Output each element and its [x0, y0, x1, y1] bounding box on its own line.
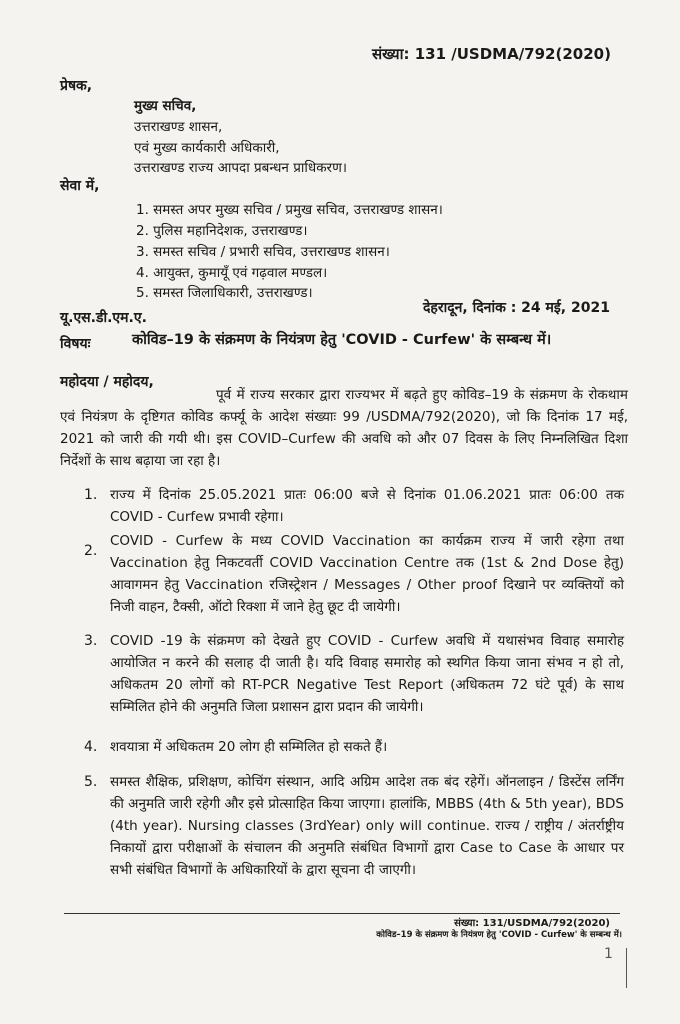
recipient-item: 5. समस्त जिलाधिकारी, उत्तराखण्ड।	[136, 285, 313, 301]
point-number: 1.	[84, 487, 98, 503]
point-text: राज्य में दिनांक 25.05.2021 प्रातः 06:00 बजे से दिनांक 01.06.2021 प्रातः 06:00 तक COVID - Curfew प्रभावी रहेगा।	[110, 487, 624, 525]
point-text: COVID - Curfew के मध्य COVID Vaccination का कार्यक्रम राज्य में जारी रहेगा तथा Vaccination हेतु निकटवर्ती COVID Vaccination Centre तक (1st & 2nd Dose हेतु) आवागमन हेतु Vaccination रजिस्ट्रेशन / Messages / Other proof दिखाने पर व्यक्तियों को निजी वाहन, टैक्सी, ऑटो रिक्शा में जाने हेतु छूट दी जायेगी।	[110, 533, 624, 615]
office-code: यू.एस.डी.एम.ए.	[60, 310, 147, 326]
recipient-item: 1. समस्त अपर मुख्य सचिव / प्रमुख सचिव, उत्तराखण्ड शासन।	[136, 202, 443, 218]
point-number: 4.	[84, 739, 98, 755]
footer-subject: कोविड–19 के संक्रमण के नियंत्रण हेतु 'COVID - Curfew' के सम्बन्ध में।	[376, 930, 622, 940]
subject-text: कोविड–19 के संक्रमण के नियंत्रण हेतु 'COVID - Curfew' के सम्बन्ध में।	[132, 332, 552, 348]
recipient-item: 3. समस्त सचिव / प्रभारी सचिव, उत्तराखण्ड शासन।	[136, 244, 390, 260]
point-text: समस्त शैक्षिक, प्रशिक्षण, कोचिंग संस्थान, आदि अग्रिम आदेश तक बंद रहेगें। ऑनलाइन / डिस्टेंस लर्निंग की अनुमति जारी रहेगी और इसे प्रोत्साहित किया जाएगा। हालांकि, MBBS (4th & 5th year), BDS (4th year). Nursing classes (3rdYear) only will continue. राज्य / राष्ट्रीय / अंतर्राष्ट्रीय निकायों द्वारा परीक्षाओं के संचालन की अनुमति संबंधित विभागों द्वारा Case to Case के आधार पर सभी संबंधित विभागों के अधिकारियों के द्वारा सूचना दी जाएगी।	[110, 774, 624, 878]
page-number: 1	[604, 946, 613, 962]
point-number: 2.	[84, 543, 98, 559]
sender-line: मुख्य सचिव,	[134, 98, 197, 114]
footer-divider	[64, 913, 620, 914]
sender-line: एवं मुख्य कार्यकारी अधिकारी,	[134, 140, 280, 156]
footer-reference-number: संख्या: 131/USDMA/792(2020)	[454, 918, 610, 929]
sender-line: उत्तराखण्ड शासन,	[134, 119, 223, 135]
reference-number: संख्या: 131 /USDMA/792(2020)	[372, 45, 611, 63]
point-text: COVID -19 के संक्रमण को देखते हुए COVID - Curfew अवधि में यथासंभव विवाह समारोह आयोजित न करने की सलाह दी जाती है। यदि विवाह समारोह को स्थगित किया जाना संभव न हो तो, अधिकतम 20 लोगों को RT-PCR Negative Test Report (अधिकतम 72 घंटे पूर्व) के साथ सम्मिलित होने की अनुमति जिला प्रशासन द्वारा प्रदान की जायेगी।	[110, 633, 624, 715]
date-line: देहरादून, दिनांक : 24 मई, 2021	[423, 300, 610, 316]
recipient-item: 4. आयुक्त, कुमायूँ एवं गढ़वाल मण्डल।	[136, 265, 328, 281]
point-number: 3.	[84, 633, 98, 649]
recipient-item: 2. पुलिस महानिदेशक, उत्तराखण्ड।	[136, 223, 308, 239]
salutation: महोदया / महोदय,	[60, 374, 154, 390]
recipients-label: सेवा में,	[60, 178, 100, 194]
sender-line: उत्तराखण्ड राज्य आपदा प्रबन्धन प्राधिकरण।	[134, 160, 347, 176]
sender-label: प्रेषक,	[60, 78, 93, 94]
subject-label: विषयः	[60, 336, 91, 352]
page-number-bracket	[626, 948, 627, 988]
intro-paragraph: पूर्व में राज्य सरकार द्वारा राज्यभर में बढ़ते हुए कोविड–19 के संक्रमण के रोकथाम एवं नियंत्रण के दृष्टिगत कोविड कर्फ्यू के आदेश संख्याः 99 /USDMA/792(2020), जो कि दिनांक 17 मई, 2021 को जारी की गयी थी। इस COVID–Curfew की अवधि को और 07 दिवस के लिए निम्नलिखित दिशा निर्देशों के साथ बढ़ाया जा रहा है।	[60, 387, 628, 469]
point-number: 5.	[84, 774, 98, 790]
point-text: शवयात्रा में अधिकतम 20 लोग ही सम्मिलित हो सकते हैं।	[110, 739, 388, 755]
